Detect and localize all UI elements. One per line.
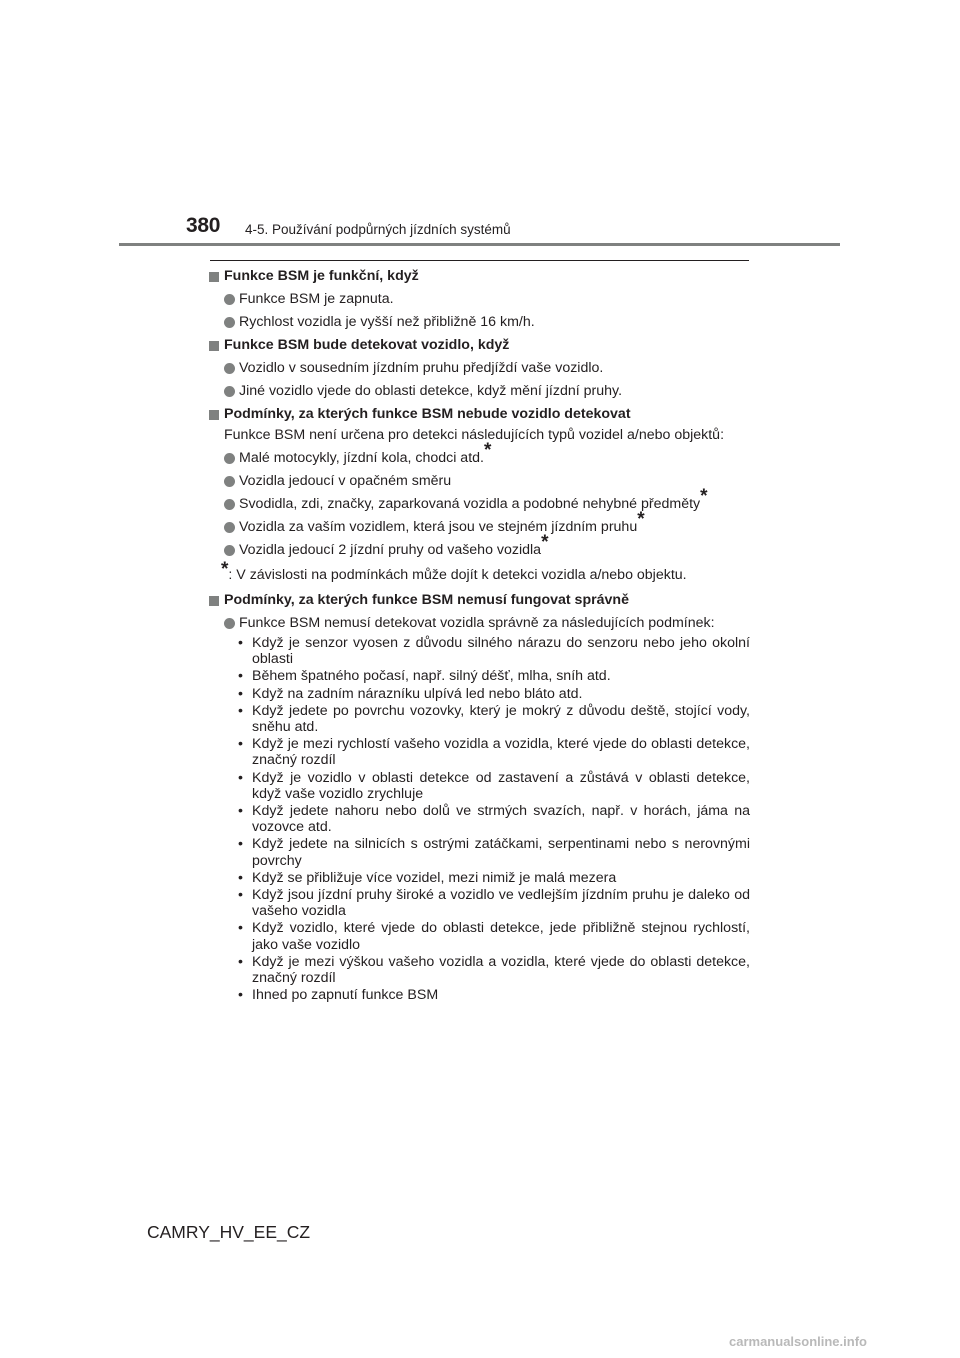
circle-bullet-icon xyxy=(224,363,235,374)
list-item-text: Malé motocykly, jízdní kola, chodci atd. xyxy=(239,450,484,466)
condition-item xyxy=(238,702,750,736)
asterisk-mark: * xyxy=(221,559,229,580)
circle-bullet-icon xyxy=(224,317,235,328)
section-heading xyxy=(208,337,750,354)
list-item-text: Funkce BSM je zapnuta. xyxy=(239,291,394,307)
circle-bullet-icon xyxy=(224,453,235,464)
condition-item xyxy=(238,685,750,702)
condition-text: Ihned po zapnutí funkce BSM xyxy=(252,987,439,1004)
condition-item xyxy=(238,887,750,920)
section-rule xyxy=(210,260,749,261)
condition-text: Když jedete nahoru nebo dolů ve strmých svazích, např. v horách, jáma na vozovce atd. xyxy=(252,803,750,836)
section-heading xyxy=(208,268,750,285)
bullet-mark: • xyxy=(238,736,243,753)
condition-text: Když jsou jízdní pruhy široké a vozidlo ve vedlejším jízdním pruhu je daleko od vašeho vozidla xyxy=(252,887,750,920)
section-heading xyxy=(208,592,750,609)
list-item xyxy=(208,473,750,490)
circle-bullet-icon xyxy=(224,522,235,533)
condition-text: Když jedete po povrchu vozovky, který je mokrý z důvodu deště, stojící vody, sněhu atd. xyxy=(252,702,750,736)
list-item xyxy=(208,509,750,536)
circle-bullet-icon xyxy=(224,618,235,629)
condition-item xyxy=(238,836,750,869)
bullet-mark: • xyxy=(238,668,243,685)
list-item-text: Funkce BSM nemusí detekovat vozidla správně za následujících podmínek: xyxy=(239,615,715,631)
bullet-mark: • xyxy=(238,635,243,651)
condition-item xyxy=(238,736,750,769)
page-number: 380 xyxy=(186,214,221,237)
condition-text: Když se přibližuje více vozidel, mezi nimiž je malá mezera xyxy=(252,869,617,886)
list-item-text: Vozidla jedoucí v opačném směru xyxy=(239,473,452,489)
square-bullet-icon xyxy=(209,596,219,606)
list-item xyxy=(208,532,750,559)
list-item xyxy=(208,486,750,513)
bullet-mark: • xyxy=(238,836,243,853)
circle-bullet-icon xyxy=(224,386,235,397)
header-rule xyxy=(119,243,840,246)
list-item-text: Svodidla, zdi, značky, zaparkovaná vozidla a podobné nehybné předměty xyxy=(239,496,701,512)
page-content xyxy=(208,262,750,1003)
footnote xyxy=(208,559,750,584)
asterisk-mark: * xyxy=(483,440,492,461)
list-item xyxy=(208,314,750,331)
section-title: Podmínky, za kterých funkce BSM nebude vozidlo detekovat xyxy=(224,406,631,422)
bullet-mark: • xyxy=(238,803,243,820)
bullet-mark: • xyxy=(238,920,243,937)
list-item xyxy=(208,383,750,400)
list-item-text: Rychlost vozidla je vyšší než přibližně 16 km/h. xyxy=(239,314,535,330)
condition-item xyxy=(238,869,750,886)
list-item xyxy=(208,291,750,308)
condition-item xyxy=(238,987,750,1004)
condition-text: Když je senzor vyosen z důvodu silného nárazu do senzoru nebo jeho okolní oblasti xyxy=(252,635,750,668)
condition-text: Když je vozidlo v oblasti detekce od zastavení a zůstává v oblasti detekce, když vaše vozidlo zrychluje xyxy=(252,769,750,802)
condition-text: Během špatného počasí, např. silný déšť, mlha, sníh atd. xyxy=(252,668,611,685)
bullet-mark: • xyxy=(238,702,243,719)
condition-item xyxy=(238,920,750,953)
condition-item xyxy=(238,769,750,802)
bullet-mark: • xyxy=(238,887,243,904)
condition-text: Když je mezi rychlostí vašeho vozidla a vozidla, které vjede do oblasti detekce, značný rozdíl xyxy=(252,736,750,769)
square-bullet-icon xyxy=(209,410,219,420)
bullet-mark: • xyxy=(238,869,243,886)
condition-item xyxy=(238,668,750,685)
bullet-mark: • xyxy=(238,953,243,970)
section-title: Funkce BSM je funkční, když xyxy=(224,268,419,284)
list-item xyxy=(208,360,750,377)
model-code: CAMRY_HV_EE_CZ xyxy=(147,1222,311,1242)
bullet-mark: • xyxy=(238,987,243,1004)
circle-bullet-icon xyxy=(224,476,235,487)
section-intro: Funkce BSM není určena pro detekci následujících typů vozidel a/nebo objektů: xyxy=(224,427,725,443)
section-title: Podmínky, za kterých funkce BSM nemusí fungovat správně xyxy=(224,592,629,608)
list-item xyxy=(208,615,750,632)
chapter-title: 4-5. Používání podpůrných jízdních systémů xyxy=(245,222,511,237)
circle-bullet-icon xyxy=(224,499,235,510)
condition-text: Když jedete na silnicích s ostrými zatáčkami, serpentinami nebo s nerovnými povrchy xyxy=(252,836,750,869)
section-heading xyxy=(208,406,750,423)
list-item-text: Vozidla jedoucí 2 jízdní pruhy od vašeho vozidla xyxy=(239,542,542,558)
conditions-list xyxy=(208,635,750,1003)
circle-bullet-icon xyxy=(224,294,235,305)
square-bullet-icon xyxy=(209,341,219,351)
asterisk-mark: * xyxy=(700,486,708,507)
condition-text: Když na zadním nárazníku ulpívá led nebo bláto atd. xyxy=(252,685,583,702)
footnote-text: : V závislosti na podmínkách může dojít k detekci vozidla a/nebo objektu. xyxy=(228,567,687,583)
list-item-text: Vozidla za vaším vozidlem, která jsou ve stejném jízdním pruhu xyxy=(239,519,638,535)
asterisk-mark: * xyxy=(541,532,549,553)
list-item xyxy=(208,440,750,467)
bullet-mark: • xyxy=(238,685,243,702)
condition-item xyxy=(238,953,750,987)
section-title: Funkce BSM bude detekovat vozidlo, když xyxy=(224,337,510,353)
list-item-text: Vozidlo v sousedním jízdním pruhu předjíždí vaše vozidlo. xyxy=(239,360,604,376)
condition-text: Když vozidlo, které vjede do oblasti detekce, jede přibližně stejnou rychlostí, jako vaše vozidlo xyxy=(252,920,750,953)
list-item-text: Jiné vozidlo vjede do oblasti detekce, když mění jízdní pruhy. xyxy=(239,383,623,399)
bullet-mark: • xyxy=(238,769,243,786)
square-bullet-icon xyxy=(209,272,219,282)
asterisk-mark: * xyxy=(637,509,645,530)
watermark-text: carmanualsonline.info xyxy=(729,1334,867,1349)
condition-item xyxy=(238,803,750,836)
condition-item xyxy=(238,635,750,668)
circle-bullet-icon xyxy=(224,545,235,556)
condition-text: Když je mezi výškou vašeho vozidla a vozidla, které vjede do oblasti detekce, značný rozdíl xyxy=(252,953,750,987)
